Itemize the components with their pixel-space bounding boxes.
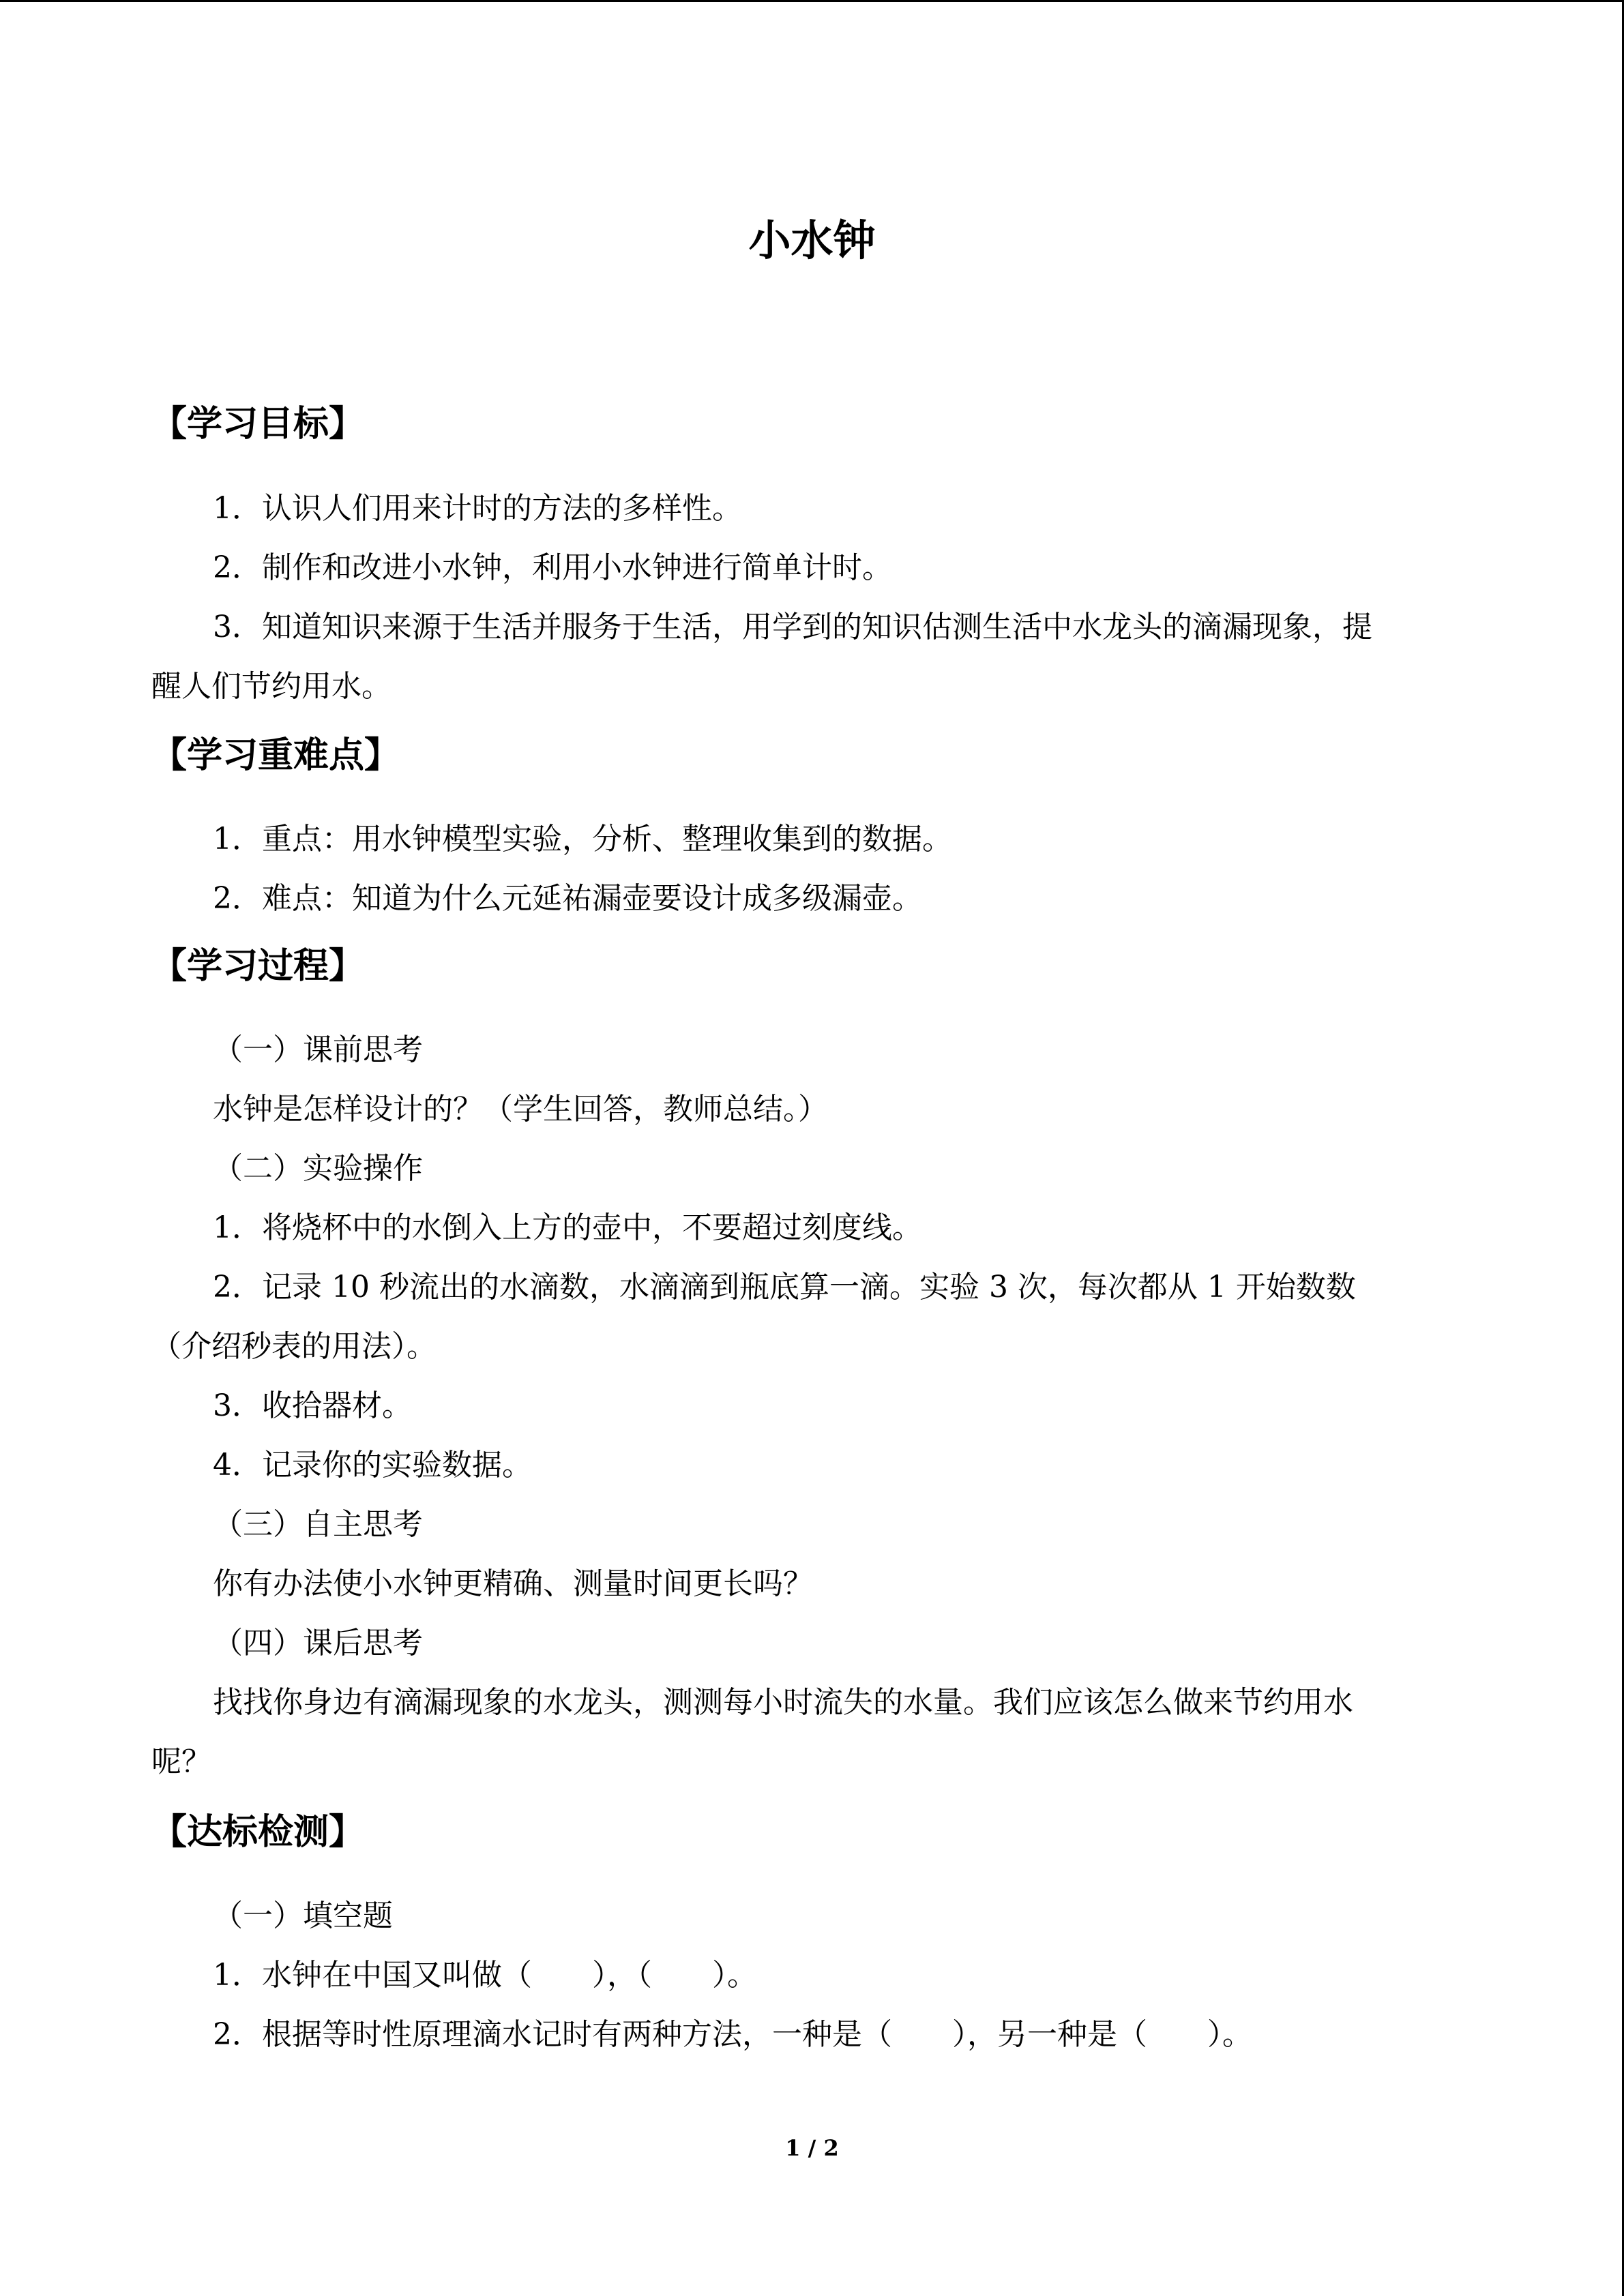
process-item: 1．将烧杯中的水倒入上方的壶中，不要超过刻度线。 <box>213 1210 922 1245</box>
assessment-subheading: （一）填空题 <box>213 1898 393 1933</box>
process-subheading-2: （二）实验操作 <box>213 1151 423 1186</box>
key-point-item-2: 2．难点：知道为什么元延祐漏壶要设计成多级漏壶。 <box>213 881 922 916</box>
process-subheading-3: （三）自主思考 <box>213 1507 423 1542</box>
process-item-continued: （介绍秒表的用法）。 <box>151 1329 437 1364</box>
objective-item-1: 1．认识人们用来计时的方法的多样性。 <box>213 491 742 526</box>
process-item: 4．记录你的实验数据。 <box>213 1448 532 1482</box>
objective-item-3: 3．知道知识来源于生活并服务于生活，用学到的知识估测生活中水龙头的滴漏现象，提 <box>213 610 1372 644</box>
section-heading-process: 【学习过程】 <box>151 946 365 987</box>
process-item: 2．记录 10 秒流出的水滴数，水滴滴到瓶底算一滴。实验 3 次，每次都从 1 开始数数 <box>213 1270 1356 1304</box>
objective-item-2: 2．制作和改进小水钟，利用小水钟进行简单计时。 <box>213 550 892 585</box>
objective-item-3-continued: 醒人们节约用水。 <box>151 669 392 704</box>
process-item: 找找你身边有滴漏现象的水龙头，测测每小时流失的水量。我们应该怎么做来节约用水 <box>213 1685 1353 1720</box>
process-item: 你有办法使小水钟更精确、测量时间更长吗？ <box>213 1566 813 1601</box>
section-heading-assessment: 【达标检测】 <box>151 1812 365 1853</box>
document-title: 小水钟 <box>748 215 876 265</box>
section-heading-objectives: 【学习目标】 <box>151 404 365 445</box>
process-item-continued: 呢？ <box>151 1744 211 1779</box>
process-item: 3．收拾器材。 <box>213 1388 412 1423</box>
process-subheading-1: （一）课前思考 <box>213 1032 423 1067</box>
section-heading-key-points: 【学习重难点】 <box>151 735 400 776</box>
key-point-item-1: 1．重点：用水钟模型实验，分析、整理收集到的数据。 <box>213 822 952 856</box>
process-subheading-4: （四）课后思考 <box>213 1626 423 1660</box>
assessment-question-1: 1．水钟在中国又叫做（ ），（ ）。 <box>213 1958 757 1993</box>
assessment-question-2: 2．根据等时性原理滴水记时有两种方法，一种是（ ），另一种是（ ）。 <box>213 2017 1252 2052</box>
process-item: 水钟是怎样设计的？（学生回答，教师总结。） <box>213 1092 828 1127</box>
page-number: 1 / 2 <box>785 2135 839 2161</box>
page-border-top <box>0 0 1624 2</box>
